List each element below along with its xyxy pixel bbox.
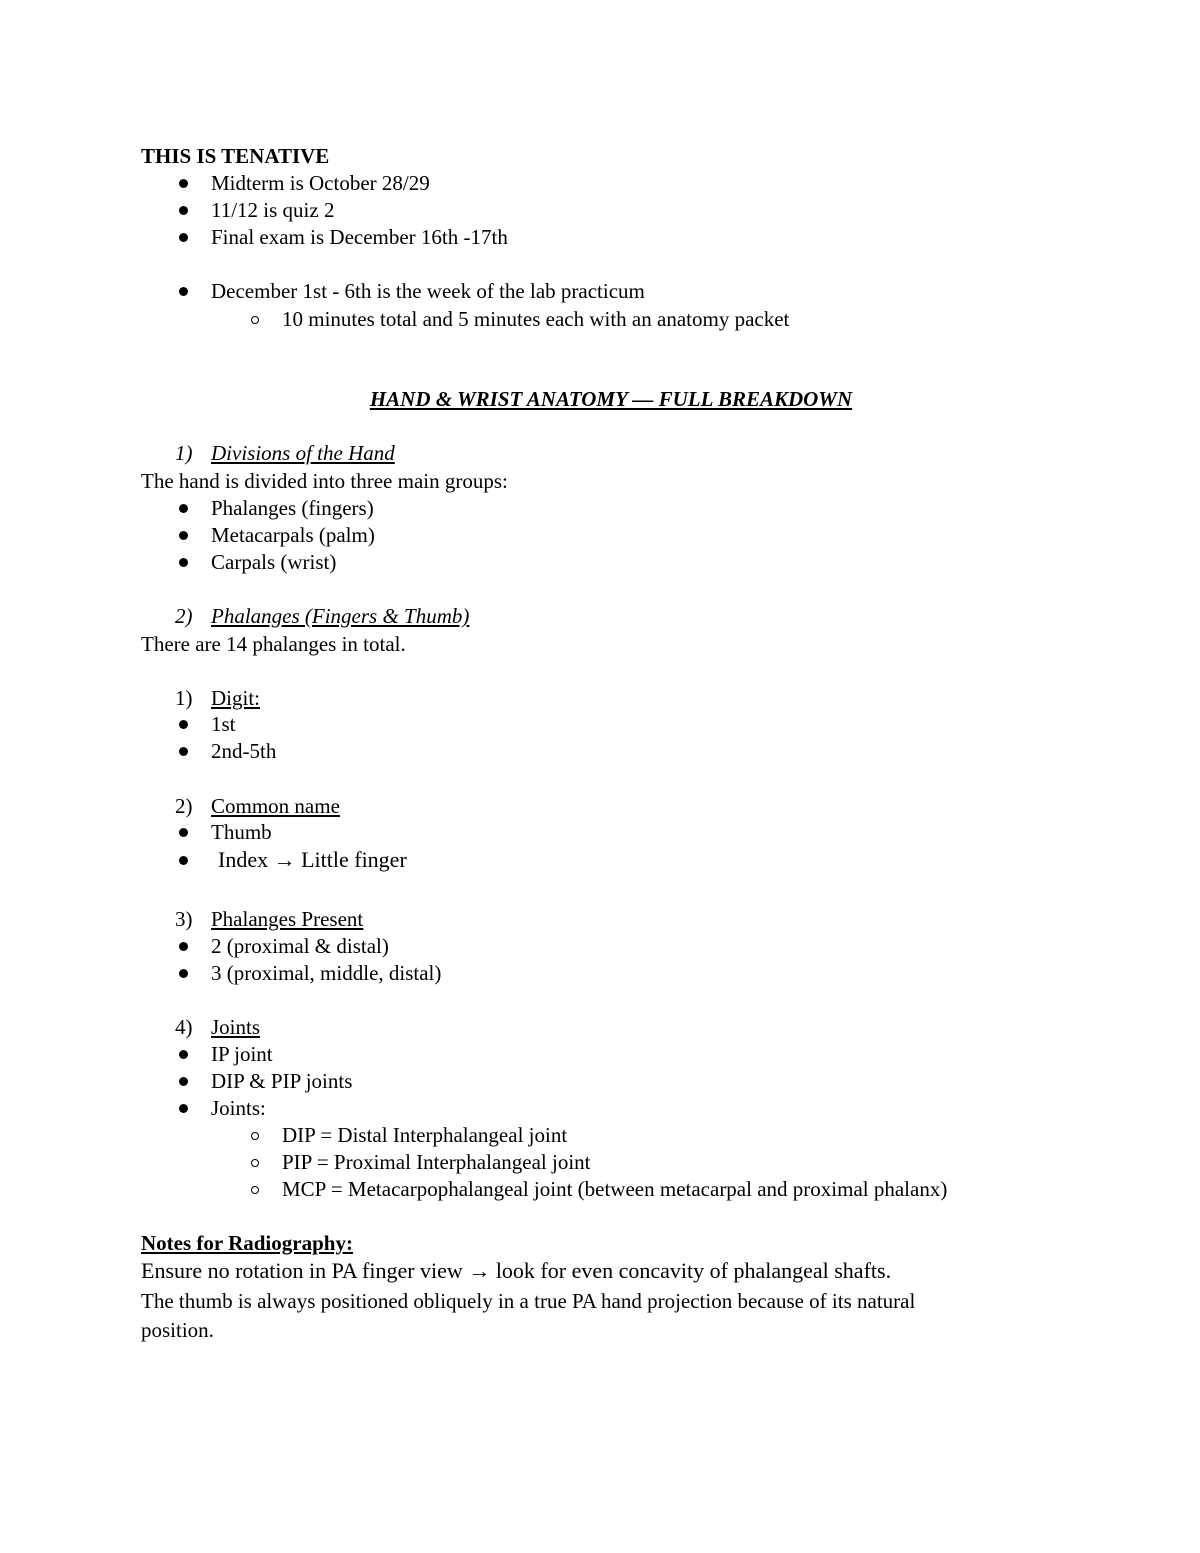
notes-title: Notes for Radiography: — [141, 1231, 353, 1255]
bullet-icon — [179, 969, 188, 978]
bullet-icon — [179, 747, 188, 756]
bullet-icon — [179, 1050, 188, 1059]
bullet-icon — [179, 720, 188, 729]
bullet-icon — [179, 558, 188, 567]
bullet-icon — [179, 206, 188, 215]
bullet-icon — [179, 828, 188, 837]
hollow-bullet-icon — [251, 316, 259, 324]
notes-line: Ensure no rotation in PA finger view → look for even concavity of phalangeal shafts. — [141, 1258, 892, 1283]
document-page: THIS IS TENATIVE Midterm is October 28/29 11/12 is quiz 2 Final exam is December 16th -17th December 1st - 6th is the week of the lab practicum 10 minutes total and 5 minutes each with an anatomy packet HAND & WRIST ANATOMY — FULL BREAKDOWN 1) Divisions of the Hand The hand is divided into three main groups: Phalanges (fingers) Metacarpals (palm) Carpals (wrist) 2) Phalanges (Fingers & Thumb) There are 14 phalanges in total. 1) Digit: 1st 2nd-5th 2) Common name Thumb Index → Little finger 3) Phalanges Present 2 (proximal & distal) 3 (proximal, middle, distal) 4) Joints IP joint DIP & PIP joints Joints: DIP = Distal Interphalangeal joint PIP = Proximal Interphalangeal joint MCP = Metacarpophalangeal joint (between metacarpal and proximal phalanx) Notes for Radiography: Ensure no rotation in PA finger view → look for even concavity of phalangeal shafts. The thumb is always positioned obliquely in a true PA hand projection because of its natural position. — [141, 0, 1081, 1553]
bullet-icon — [179, 531, 188, 540]
bullet-icon — [179, 856, 188, 865]
hollow-bullet-icon — [251, 1186, 259, 1194]
tentative-title: THIS IS TENATIVE — [141, 144, 330, 168]
bullet-icon — [179, 942, 188, 951]
main-heading: HAND & WRIST ANATOMY — FULL BREAKDOWN — [369, 387, 853, 411]
notes-line: The thumb is always positioned obliquely in a true PA hand projection because of its natural — [141, 1289, 916, 1313]
bullet-icon — [179, 504, 188, 513]
hollow-bullet-icon — [251, 1159, 259, 1167]
bullet-icon — [179, 1104, 188, 1113]
bullet-icon — [179, 1077, 188, 1086]
bullet-icon — [179, 233, 188, 242]
bullet-icon — [179, 179, 188, 188]
bullet-icon — [179, 287, 188, 296]
notes-line: position. — [141, 1318, 214, 1342]
section-intro: The hand is divided into three main groups: — [141, 469, 508, 493]
hollow-bullet-icon — [251, 1132, 259, 1140]
section-intro: There are 14 phalanges in total. — [141, 632, 406, 656]
